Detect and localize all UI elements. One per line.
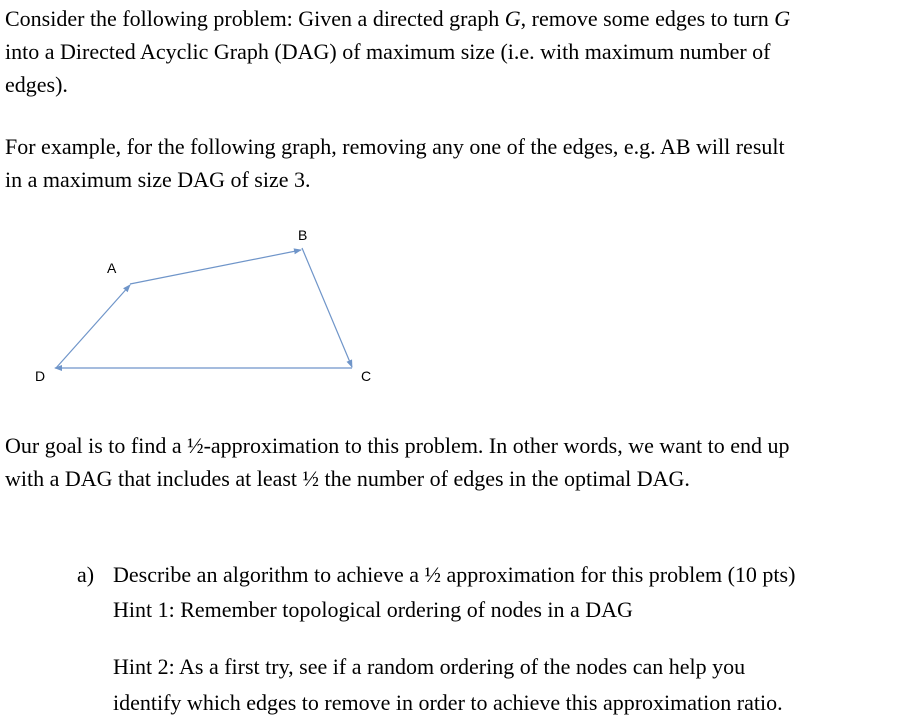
example-line1: For example, for the following graph, removing any one of the edges, e.g. AB will result xyxy=(5,134,785,159)
node-label-c: C xyxy=(361,368,372,384)
hint-1: Hint 1: Remember topological ordering of nodes in a DAG xyxy=(113,597,633,622)
graph-variable-g-2: G xyxy=(774,6,791,31)
problem-line3: edges). xyxy=(5,72,68,97)
goal-statement xyxy=(5,429,885,495)
node-label-b: B xyxy=(298,227,308,243)
problem-line2: into a Directed Acyclic Graph (DAG) of maximum size (i.e. with maximum number of xyxy=(5,39,771,64)
edge-d-to-a xyxy=(56,285,130,368)
problem-line1-mid: , remove some edges to turn xyxy=(520,6,775,31)
question-a-text: Describe an algorithm to achieve a ½ approximation for this problem (10 pts) xyxy=(113,562,796,587)
example-line2: in a maximum size DAG of size 3. xyxy=(5,167,311,192)
example-statement xyxy=(5,130,885,196)
hint-2-line2: identify which edges to remove in order to achieve this approximation ratio. xyxy=(113,690,783,715)
node-label-d: D xyxy=(35,368,46,384)
edge-a-to-b xyxy=(130,250,301,284)
goal-line2: with a DAG that includes at least ½ the number of edges in the optimal DAG. xyxy=(5,466,690,491)
problem-statement xyxy=(5,2,885,101)
edge-b-to-c xyxy=(302,248,352,367)
problem-line1-pre: Consider the following problem: Given a directed graph xyxy=(5,6,505,31)
question-a-label: a) xyxy=(77,562,95,587)
hint-2-line1: Hint 2: As a first try, see if a random ordering of the nodes can help you xyxy=(113,654,746,679)
goal-line1: Our goal is to find a ½-approximation to this problem. In other words, we want to end up xyxy=(5,433,790,458)
node-label-a: A xyxy=(107,260,117,276)
graph-variable-g: G xyxy=(504,6,521,31)
